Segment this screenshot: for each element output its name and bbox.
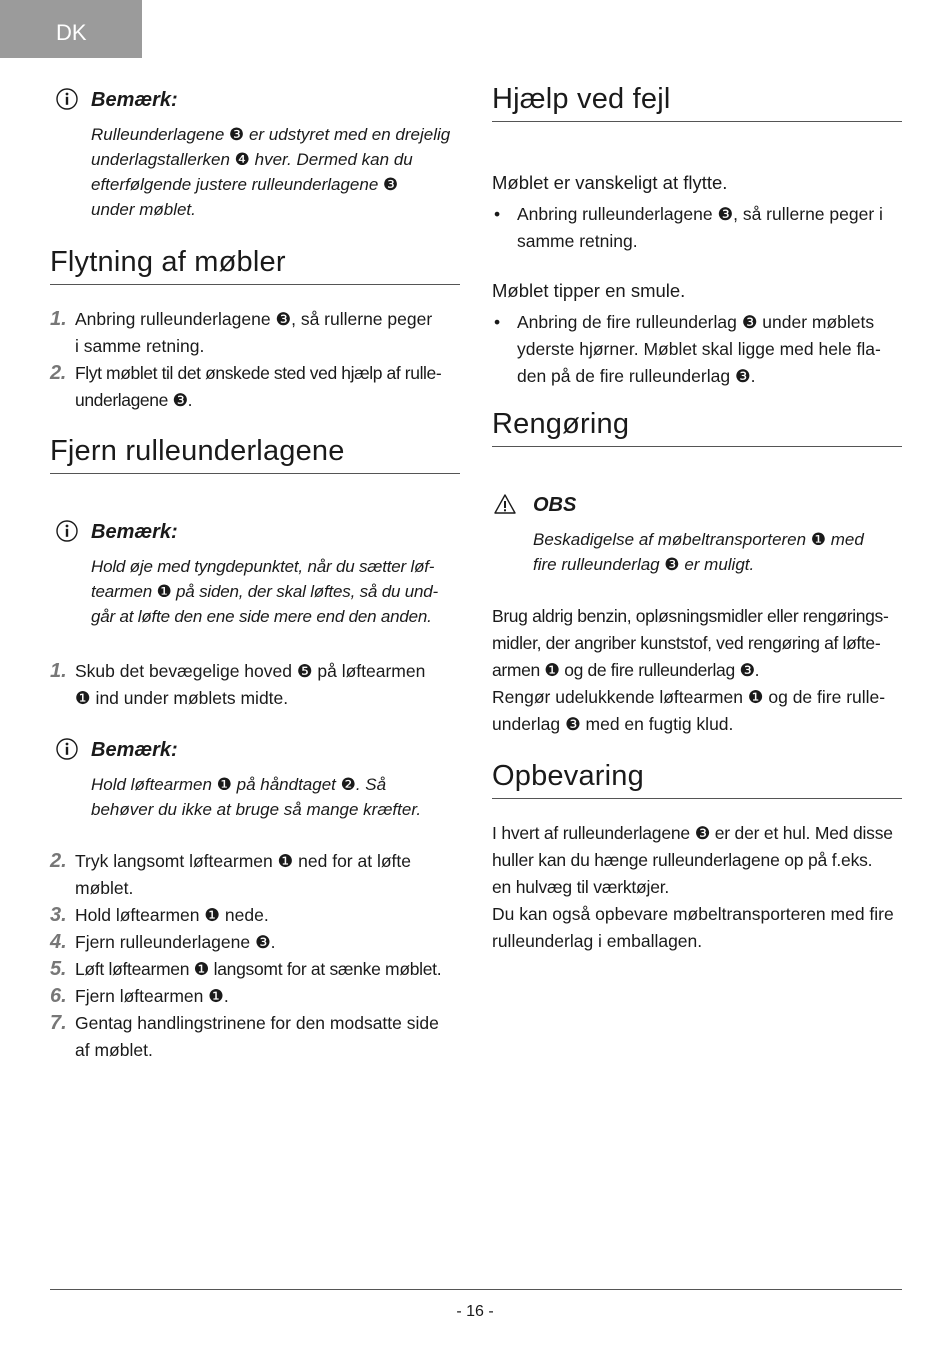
step-line: Flyt møblet til det ønskede sted ved hjælp af rulle- [75, 363, 442, 383]
step-line: Tryk langsomt løftearmen ❶ ned for at løfte [75, 851, 411, 871]
section-title: Opbevaring [492, 762, 902, 799]
clean-paragraph-2 [492, 684, 902, 738]
step-number: 5. [50, 958, 67, 980]
language-label: DK [56, 20, 87, 45]
note-box-2 [50, 520, 460, 629]
paragraph-line: midler, der angriber kunststof, ved rengøring af løfte- [492, 633, 881, 653]
obs-box [492, 493, 902, 577]
step-line: Gentag handlingstrinene for den modsatte side [75, 1013, 439, 1033]
step-line: i samme retning. [75, 336, 205, 356]
step-number: 7. [50, 1012, 67, 1034]
note-line: Hold løftearmen ❶ på håndtaget ❷. Så [91, 775, 387, 794]
section-title: Rengøring [492, 410, 902, 447]
note-box-1 [50, 88, 460, 222]
note-title: Bemærk: [91, 739, 178, 761]
problem-title: Møblet tipper en smule. [492, 280, 686, 301]
step-line: af møblet. [75, 1040, 153, 1060]
obs-line: Beskadigelse af møbeltransporteren ❶ med [533, 530, 864, 549]
paragraph-line: huller kan du hænge rulleunderlagene op på f.eks. [492, 850, 873, 870]
note-line: Hold øje med tyngdepunktet, når du sætter løf- [91, 557, 435, 576]
list-item [50, 360, 460, 414]
fjern-steps [50, 848, 460, 1064]
problem-2 [492, 282, 902, 390]
step-line: Anbring rulleunderlagene ❸, så rullerne peger [75, 309, 433, 329]
step-line: møblet. [75, 878, 134, 898]
section-fjern [50, 437, 460, 474]
paragraph-line: Du kan også opbevare møbeltransporteren med fire [492, 904, 894, 924]
info-icon [56, 88, 78, 110]
note-line: under møblet. [91, 200, 196, 219]
note-line: tearmen ❶ på siden, der skal løftes, så du und- [91, 582, 438, 601]
section-flytning [50, 248, 460, 285]
note-line: efterfølgende justere rulleunderlagene ❸ [91, 175, 399, 194]
problem-1 [492, 174, 902, 255]
note-line: Rulleunderlagene ❸ er udstyret med en drejelig [91, 125, 451, 144]
list-item [50, 306, 460, 360]
list-item [50, 929, 460, 956]
list-item [50, 658, 460, 712]
step-line: ❶ ind under møblets midte. [75, 688, 289, 708]
fjern-step-1 [50, 658, 460, 712]
obs-text [533, 527, 902, 577]
clean-paragraph-1 [492, 603, 902, 684]
step-line: underlagene ❸. [75, 390, 193, 410]
note-title: Bemærk: [91, 521, 178, 543]
note-line: underlagstallerken ❹ hver. Dermed kan du [91, 150, 413, 169]
flytning-steps [50, 306, 460, 414]
bullet-line: yderste hjørner. Møblet skal ligge med hele fla- [517, 338, 881, 359]
step-number: 1. [50, 660, 67, 682]
paragraph-line: Brug aldrig benzin, opløsningsmidler eller rengørings- [492, 606, 889, 626]
obs-title: OBS [533, 494, 577, 516]
paragraph-line: Rengør udelukkende løftearmen ❶ og de fire rulle- [492, 687, 886, 707]
list-item [492, 309, 902, 390]
paragraph-line: I hvert af rulleunderlagene ❸ er der et hul. Med disse [492, 823, 893, 843]
list-item [50, 956, 460, 983]
storage-paragraph-1 [492, 820, 902, 901]
section-title: Fjern rulleunderlagene [50, 437, 460, 474]
note-line: går at løfte den ene side mere end den anden. [91, 607, 432, 626]
language-tab [0, 0, 142, 58]
bullet-line: samme retning. [517, 230, 638, 251]
problem-title: Møblet er vanskeligt at flytte. [492, 172, 728, 193]
step-number: 2. [50, 850, 67, 872]
list-item [50, 848, 460, 902]
section-storage [492, 762, 902, 799]
footer-divider [50, 1289, 902, 1290]
section-clean [492, 410, 902, 447]
list-item [50, 1010, 460, 1064]
step-number: 4. [50, 931, 67, 953]
note-box-3 [50, 738, 460, 822]
step-line: Løft løftearmen ❶ langsomt for at sænke møblet. [75, 959, 442, 979]
paragraph-line: rulleunderlag i emballagen. [492, 931, 703, 951]
paragraph-line: armen ❶ og de fire rulleunderlag ❸. [492, 660, 760, 680]
info-icon [56, 738, 78, 760]
note-text [91, 122, 460, 222]
note-text [91, 772, 460, 822]
warning-icon [494, 493, 516, 515]
bullet-line: • Anbring rulleunderlagene ❸, så rullerne peger i [517, 203, 883, 224]
paragraph-line: en hulvæg til værktøjer. [492, 877, 670, 897]
list-item [50, 902, 460, 929]
note-line: behøver du ikke at bruge så mange kræfter. [91, 800, 422, 819]
page-number: - 16 - [456, 1303, 494, 1320]
list-item [492, 201, 902, 255]
step-line: Fjern rulleunderlagene ❸. [75, 932, 276, 952]
bullet-line: den på de fire rulleunderlag ❸. [517, 365, 756, 386]
storage-paragraph-2 [492, 901, 902, 955]
step-number: 6. [50, 985, 67, 1007]
step-line: Hold løftearmen ❶ nede. [75, 905, 269, 925]
section-title: Flytning af møbler [50, 248, 460, 285]
step-line: Skub det bevægelige hoved ❺ på løftearmen [75, 661, 426, 681]
step-number: 2. [50, 362, 66, 384]
section-help [492, 85, 902, 122]
note-text [91, 554, 460, 629]
paragraph-line: underlag ❸ med en fugtig klud. [492, 714, 734, 734]
info-icon [56, 520, 78, 542]
obs-line: fire rulleunderlag ❸ er muligt. [533, 555, 755, 574]
note-title: Bemærk: [91, 89, 178, 111]
step-number: 3. [50, 904, 67, 926]
list-item [50, 983, 460, 1010]
section-title: Hjælp ved fejl [492, 85, 902, 122]
bullet-line: • Anbring de fire rulleunderlag ❸ under møblets [517, 311, 875, 332]
step-number: 1. [50, 308, 67, 330]
step-line: Fjern løftearmen ❶. [75, 986, 229, 1006]
